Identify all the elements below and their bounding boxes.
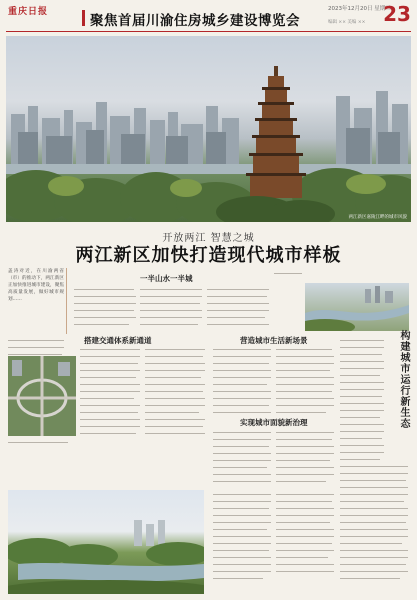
wetland-park-photo	[8, 490, 204, 594]
side-title: 构建城市运行新生态	[398, 330, 409, 429]
section-marker	[82, 10, 85, 26]
subhead-mountain-water: 一半山水一半城	[140, 274, 193, 283]
pagoda-icon	[246, 66, 306, 198]
section-title: 聚焦首届川渝住房城乡建设博览会	[90, 13, 300, 29]
edition-date: 2023年12月20日 星期三	[328, 6, 391, 12]
masthead	[0, 0, 417, 32]
hero-photo	[6, 36, 411, 222]
subhead-living: 营造城市生活新场景	[240, 336, 308, 345]
headline: 两江新区加快打造现代城市样板	[75, 245, 342, 266]
subhead-governance: 实现城市面貌新治理	[240, 418, 308, 427]
masthead-rule	[6, 31, 411, 32]
city-skyline-illustration	[6, 36, 411, 222]
newspaper-logo: 重庆日报	[8, 7, 49, 17]
column-rule	[66, 268, 67, 334]
interchange-photo	[8, 356, 76, 436]
editor-credit: 编辑 ×× 美编 ××	[328, 20, 366, 25]
lead-paragraph: 盖涛对近，在川渝两省（市）的推动下，两江新区正加快推进城市建设，聚焦高质量发展，做好城市规划……	[8, 269, 64, 302]
river-aerial-photo	[305, 283, 409, 331]
subhead-transport: 搭建交通体系新通道	[84, 336, 152, 345]
page-number: 23	[383, 2, 411, 26]
kicker: 开放两江 智慧之城	[162, 233, 255, 244]
photo-credit: 两江新区嘉陵江畔的城市风貌	[348, 215, 407, 220]
